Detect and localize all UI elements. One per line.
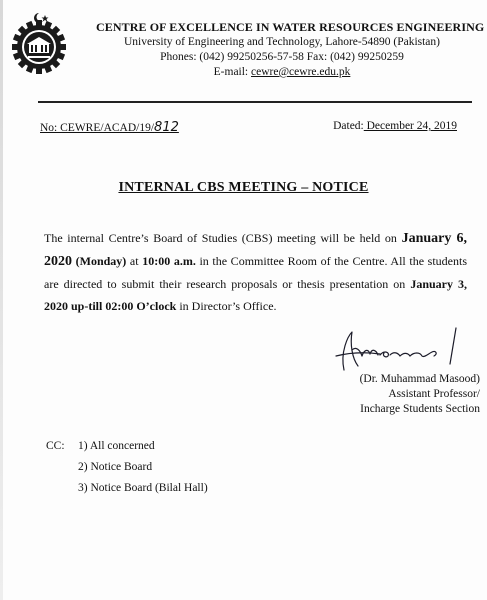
cc-row-2 [46, 457, 208, 478]
email-link[interactable]: cewre@cewre.edu.pk [251, 66, 351, 78]
signatory-designation: Assistant Professor/ [388, 388, 480, 400]
notice-body [44, 227, 467, 317]
meeting-day: (Monday) [75, 254, 127, 268]
organization-name: CENTRE OF EXCELLENCE IN WATER RESOURCES ENGINEERING [96, 20, 485, 34]
reference-handwritten-number: 812 [154, 120, 179, 135]
signatory-role: Incharge Students Section [360, 403, 480, 415]
cc-item: 2) Notice Board [78, 461, 153, 473]
handwritten-signature [322, 322, 472, 378]
dated-label: Dated: [333, 120, 364, 132]
meeting-time: 10:00 a.m. [142, 254, 196, 268]
cc-label: CC: [46, 440, 65, 452]
email-label: E-mail: [213, 66, 252, 78]
reference-prefix: No: CEWRE/ACAD/19/ [40, 122, 155, 134]
date-line [333, 120, 457, 132]
dated-value: December 24, 2019 [363, 120, 457, 132]
page-edge-shadow [0, 0, 3, 600]
reference-number [40, 120, 179, 135]
submission-deadline: January 3, 2020 up-till 02:00 O’clock [44, 277, 467, 313]
notice-title: INTERNAL CBS MEETING – NOTICE [118, 180, 369, 195]
meeting-date: January 6, 2020 [44, 231, 467, 269]
cc-item: 3) Notice Board (Bilal Hall) [78, 482, 208, 494]
header-divider [38, 101, 472, 103]
university-logo [8, 12, 70, 74]
cc-row-1 [46, 436, 208, 457]
body-text-5: in Director’s Office. [176, 299, 277, 313]
body-text-3: at [126, 254, 143, 268]
signatory-block [300, 372, 480, 417]
signatory-name: (Dr. Muhammad Masood) [359, 373, 480, 385]
university-address: University of Engineering and Technology, Lahore-54890 (Pakistan) [123, 36, 440, 48]
cc-item: 1) All concerned [78, 440, 155, 452]
body-text-4: in the Committee Room of the Centre. All the students are directed to submit their research proposals or thesis presentation on [44, 254, 468, 291]
letterhead [96, 20, 485, 80]
cc-list [46, 436, 208, 499]
body-text-1: The internal Centre’s Board of Studies (CBS) meeting will be held on [44, 231, 402, 245]
phone-fax: Phones: (042) 99250256-57-58 Fax: (042) 99250259 [160, 51, 404, 63]
cc-row-3 [46, 478, 208, 499]
email-line [96, 65, 468, 80]
